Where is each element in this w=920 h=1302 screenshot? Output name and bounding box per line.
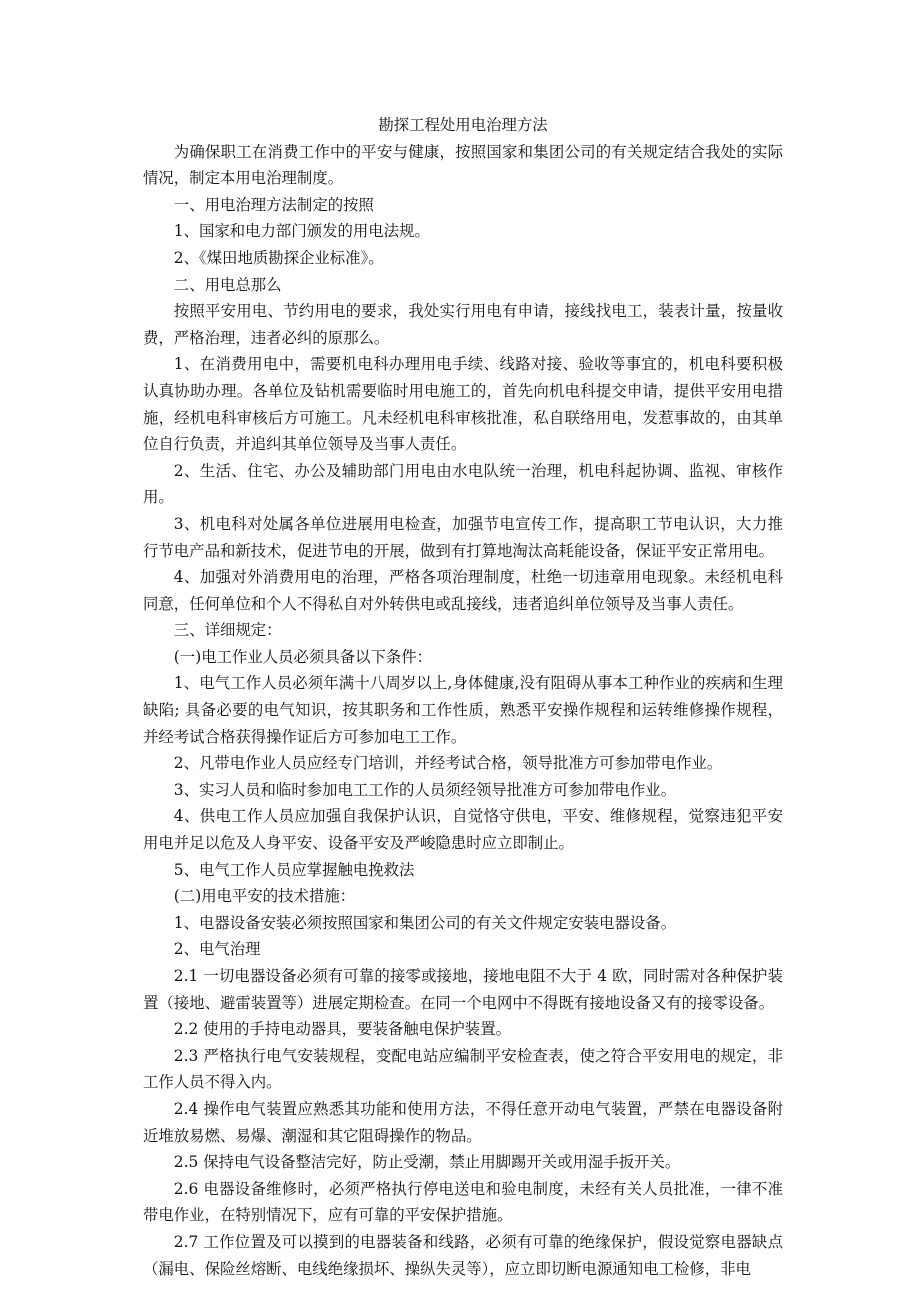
document-body	[143, 112, 783, 1282]
paragraph: 按照平安用电、节约用电的要求，我处实行用电有申请，接线找电工，装表计量，按量收费，严格治理，违者必纠的原那么。	[143, 302, 783, 347]
paragraph: 2.3 严格执行电气安装规程，变配电站应编制平安检查表，使之符合平安用电的规定，非工作人员不得入内。	[143, 1046, 783, 1092]
paragraph: 3、机电科对处属各单位进展用电检查，加强节电宣传工作，提高职工节电认识，大力推行节电产品和新技术，促进节电的开展，做到有打算地淘汰高耗能设备，保证平安正常用电。	[143, 514, 783, 560]
subsection-heading: (二)用电平安的技术措施：	[173, 887, 356, 906]
paragraph: 4、供电工作人员应加强自我保护认识，自觉恪守供电，平安、维修规程，觉察违犯平安用电并足以危及人身平安、设备平安及严峻隐患时应立即制止。	[143, 807, 783, 853]
paragraph: 2、凡带电作业人员应经专门培训，并经考试合格，领导批准方可参加带电作业。	[173, 754, 723, 773]
paragraph: 2.5 保持电气设备整洁完好，防止受潮，禁止用脚踢开关或用湿手扳开关。	[173, 1153, 681, 1172]
paragraph: 1、电器设备安装必须按照国家和集团公司的有关文件规定安装电器设备。	[173, 913, 677, 932]
paragraph: 2、生活、住宅、办公及辅助部门用电由水电队统一治理，机电科起协调、监视、审核作用。	[143, 461, 783, 507]
paragraph: 1、电气工作人员必须年满十八周岁以上,身体健康,没有阻碍从事本工种作业的疾病和生理缺陷; 具备必要的电气知识，按其职务和工作性质，熟悉平安操作规程和运转维修操作规程，并经考试合格获得操作证后方可参加电工工作。	[143, 674, 783, 746]
section-heading: 一、用电治理方法制定的按照	[173, 195, 374, 214]
paragraph: 2.1 一切电器设备必须有可靠的接零或接地，接地电阻不大于 4 欧，同时需对各种保护装置（接地、避雷装置等）进展定期检查。在同一个电网中不得既有接地设备又有的接零设备。	[143, 967, 783, 1012]
paragraph: 1、国家和电力部门颁发的用电法规。	[173, 222, 430, 241]
paragraph: 4、加强对外消费用电的治理，严格各项治理制度，杜绝一切违章用电现象。未经机电科同意，任何单位和个人不得私自对外转供电或乱接线，违者追纠单位领导及当事人责任。	[143, 568, 783, 613]
paragraph: 2.7 工作位置及可以摸到的电器装备和线路，必须有可靠的绝缘保护，假设觉察电器缺点（漏电、保险丝熔断、电线绝缘损坏、操纵失灵等），应立即切断电源通知电工检修，非电	[143, 1232, 783, 1278]
paragraph: 2、《煤田地质勘探企业标准》。	[173, 248, 384, 267]
paragraph: 2、电气治理	[173, 940, 261, 959]
paragraph: 5、电气工作人员应掌握触电挽救法	[173, 860, 415, 879]
paragraph: 2.6 电器设备维修时，必须严格执行停电送电和验电制度，未经有关人员批准，一律不准带电作业，在特别情况下，应有可靠的平安保护措施。	[143, 1179, 783, 1225]
paragraph: 2.4 操作电气装置应熟悉其功能和使用方法，不得任意开动电气装置，严禁在电器设备附近堆放易燃、易爆、潮湿和其它阻碍操作的物品。	[143, 1099, 783, 1145]
section-heading: 二、用电总那么	[173, 275, 282, 294]
document-title: 勘探工程处用电治理方法	[378, 116, 548, 134]
section-heading: 三、详细规定：	[173, 621, 282, 640]
paragraph: 1、在消费用电中，需要机电科办理用电手续、线路对接、验收等事宜的，机电科要积极认真协助办理。各单位及钻机需要临时用电施工的，首先向机电科提交申请，提供平安用电措施，经机电科审核后方可施工。凡未经机电科审核批准，私自联络用电，发惹事故的，由其单位自行负责，并追纠其单位领导及当事人责任。	[143, 355, 783, 454]
subsection-heading: (一)电工作业人员必须具备以下条件：	[173, 647, 433, 666]
paragraph: 为确保职工在消费工作中的平安与健康，按照国家和集团公司的有关规定结合我处的实际情况，制定本用电治理制度。	[143, 142, 783, 188]
paragraph: 2.2 使用的手持电动器具，要装备触电保护装置。	[173, 1020, 511, 1039]
paragraph: 3、实习人员和临时参加电工工作的人员须经领导批准方可参加带电作业。	[173, 780, 677, 799]
